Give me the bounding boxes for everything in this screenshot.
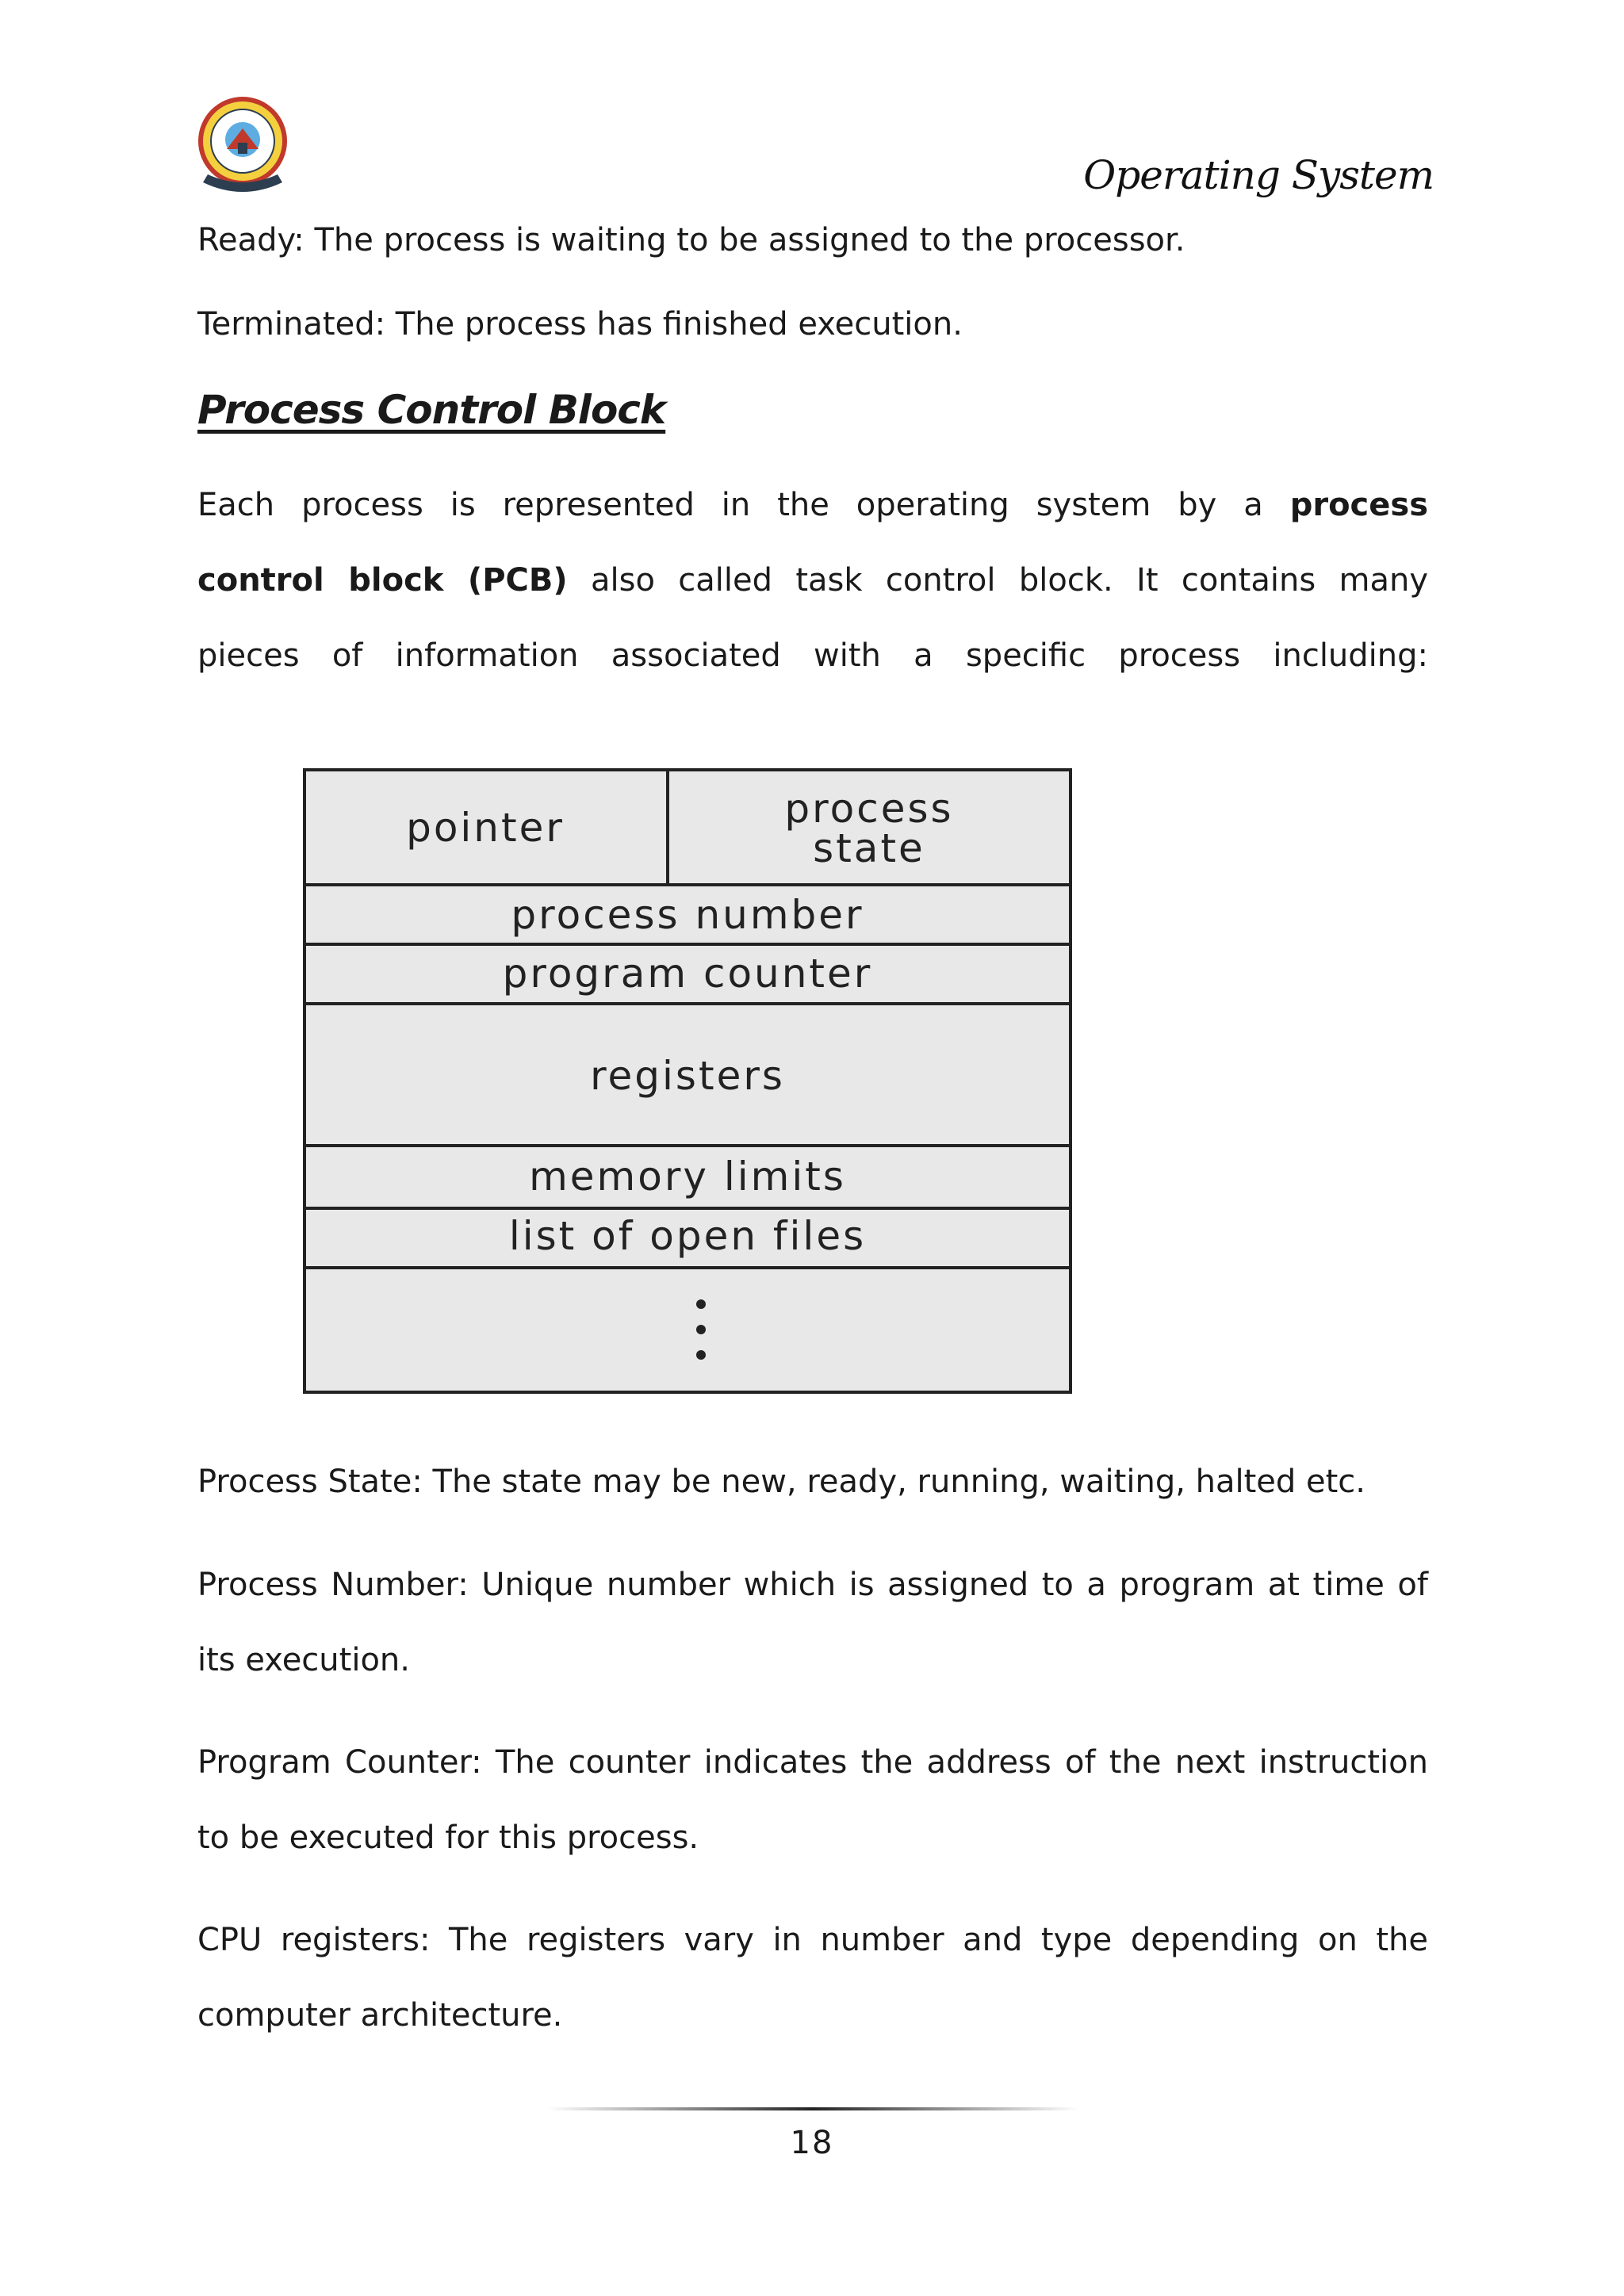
pcb-process-state-line2: state <box>813 825 925 871</box>
pcb-paragraph-line-3: pieces of information associated with a specific process including: <box>197 637 1428 674</box>
pcb-diagram <box>303 768 1072 1394</box>
pcb-paragraph <box>197 468 1428 694</box>
intro-ready: Ready: The process is waiting to be assigned to the processor. <box>197 222 1185 258</box>
detail-process-state: Process State: The state may be new, ready, running, waiting, halted etc. <box>197 1464 1366 1500</box>
pcb-open-files: list of open files <box>508 1213 867 1259</box>
pcb-process-number: process number <box>511 892 864 938</box>
pcb-registers: registers <box>590 1053 785 1099</box>
detail-program-counter: Program Counter: The counter indicates the address of the next instruction to be executed for this process. <box>197 1744 1428 1856</box>
detail-process-number: Process Number: Unique number which is assigned to a program at time of its execution. <box>197 1567 1428 1678</box>
footer-rule <box>547 2107 1078 2110</box>
page-number: 18 <box>790 2125 834 2161</box>
header-title: Operating System <box>1083 152 1434 198</box>
pcb-program-counter: program counter <box>502 951 873 997</box>
detail-cpu-registers: CPU registers: The registers vary in number and type depending on the computer architecture. <box>197 1922 1428 2034</box>
pcb-memory-limits: memory limits <box>529 1154 846 1200</box>
section-heading: Process Control Block <box>197 387 666 433</box>
pcb-paragraph-line-1: Each process is represented in the operating system by a process <box>197 487 1429 523</box>
pcb-pointer: pointer <box>406 805 565 851</box>
pcb-process-state-line1: process <box>784 786 954 832</box>
intro-terminated: Terminated: The process has finished execution. <box>197 306 963 342</box>
pcb-paragraph-line-2: control block (PCB) also called task control block. It contains many <box>197 562 1428 599</box>
institution-logo <box>195 94 290 200</box>
